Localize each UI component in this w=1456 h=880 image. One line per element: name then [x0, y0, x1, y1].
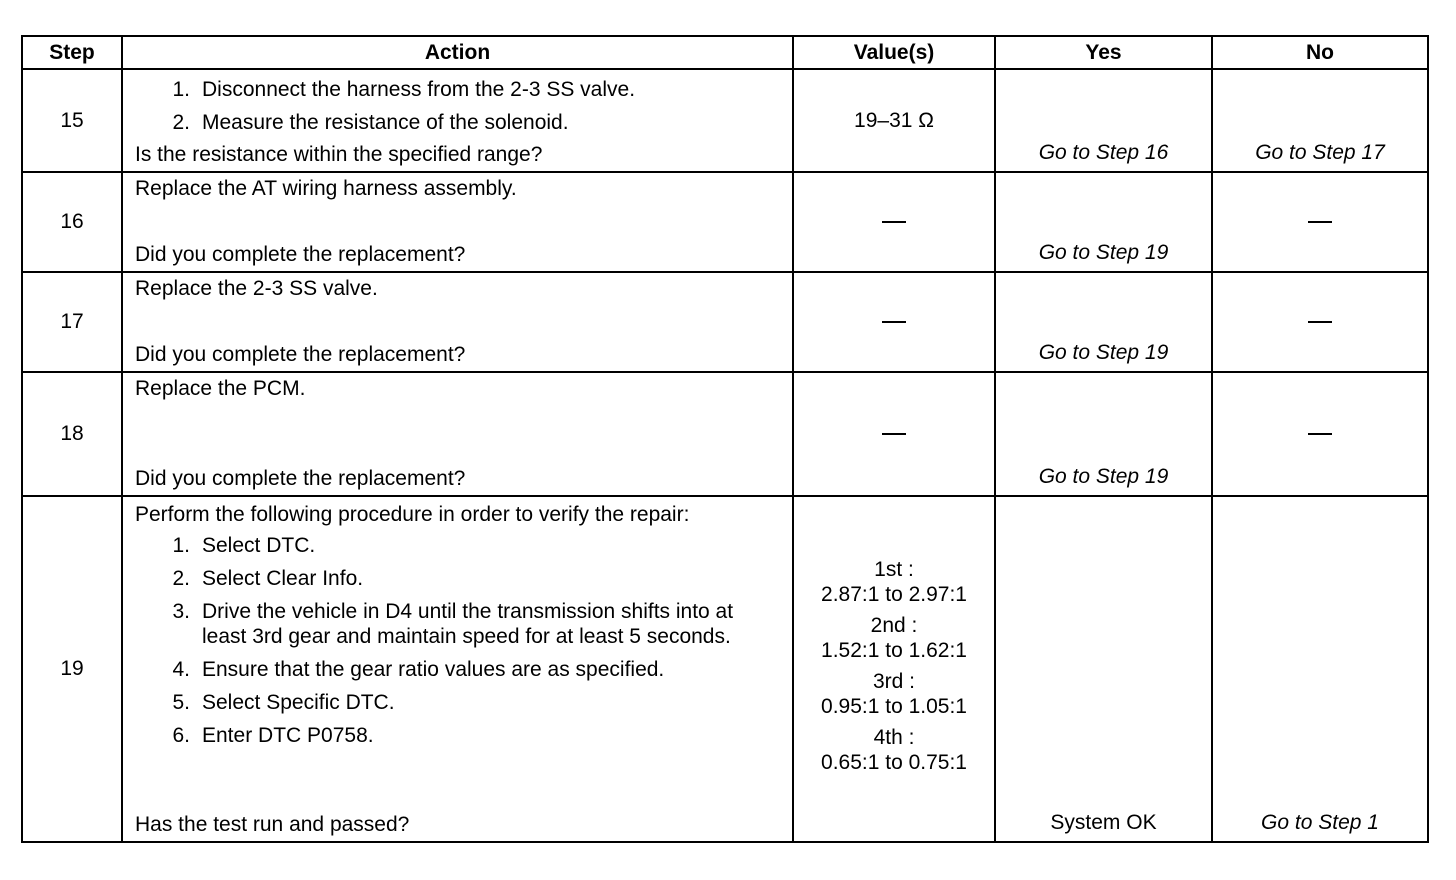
diagnostic-table	[21, 35, 1429, 843]
item-number: 4.	[172, 658, 190, 681]
action-question: Has the test run and passed?	[135, 813, 410, 836]
header-action: Action	[122, 36, 793, 69]
item-text: Measure the resistance of the solenoid.	[202, 111, 569, 134]
list-item	[135, 566, 784, 591]
header-yes: Yes	[995, 36, 1212, 69]
table-row	[22, 496, 1428, 842]
gear-range: 0.95:1 to 1.05:1	[821, 695, 967, 718]
gear-label: 2nd :	[870, 614, 918, 637]
action-intro: Replace the PCM.	[135, 377, 306, 400]
no-dash	[1308, 321, 1332, 323]
list-item	[135, 77, 784, 102]
gear-label: 3rd :	[872, 670, 916, 693]
item-number: 2.	[172, 111, 190, 134]
step-number: 19	[22, 496, 122, 842]
table-row	[22, 69, 1428, 172]
action-cell	[122, 496, 793, 842]
no-dash	[1308, 221, 1332, 223]
value-cell	[793, 272, 995, 372]
no-cell	[1212, 372, 1428, 496]
table-row	[22, 272, 1428, 372]
value-dash	[882, 221, 906, 223]
yes-cell: Go to Step 19	[995, 272, 1212, 372]
action-intro: Replace the 2-3 SS valve.	[135, 277, 378, 300]
action-cell	[122, 372, 793, 496]
value-cell	[793, 172, 995, 272]
list-item	[135, 533, 784, 558]
action-intro: Replace the AT wiring harness assembly.	[135, 177, 517, 200]
value-cell: 19–31 Ω	[793, 69, 995, 172]
item-text: Select Specific DTC.	[202, 691, 395, 714]
yes-cell: Go to Step 19	[995, 372, 1212, 496]
action-cell	[122, 69, 793, 172]
gear-ratio-item	[821, 557, 967, 607]
gear-ratio-item	[821, 669, 967, 719]
gear-range: 1.52:1 to 1.62:1	[821, 639, 967, 662]
value-cell	[793, 496, 995, 842]
no-dash	[1308, 433, 1332, 435]
item-number: 1.	[172, 78, 190, 101]
gear-label: 4th :	[873, 726, 915, 749]
action-cell	[122, 172, 793, 272]
item-text: Ensure that the gear ratio values are as specified.	[202, 658, 665, 681]
item-number: 5.	[172, 691, 190, 714]
value-cell	[793, 372, 995, 496]
item-text: Select Clear Info.	[202, 567, 364, 590]
item-text: Drive the vehicle in D4 until the transmission shifts into at least 3rd gear and maintain speed for at least 5 seconds.	[202, 600, 734, 648]
header-values: Value(s)	[793, 36, 995, 69]
step-number: 16	[22, 172, 122, 272]
header-no: No	[1212, 36, 1428, 69]
item-number: 6.	[172, 724, 190, 747]
item-number: 3.	[172, 600, 190, 623]
action-cell	[122, 272, 793, 372]
value-dash	[882, 433, 906, 435]
list-item	[135, 690, 784, 715]
action-question: Did you complete the replacement?	[135, 343, 466, 366]
table-row	[22, 372, 1428, 496]
item-number: 1.	[172, 534, 190, 557]
gear-range: 2.87:1 to 2.97:1	[821, 583, 967, 606]
no-cell: Go to Step 17	[1212, 69, 1428, 172]
action-question: Did you complete the replacement?	[135, 243, 466, 266]
header-step: Step	[22, 36, 122, 69]
gear-ratio-list	[821, 557, 967, 781]
no-cell	[1212, 272, 1428, 372]
action-question: Is the resistance within the specified range?	[135, 143, 543, 166]
list-item	[135, 599, 784, 649]
item-text: Disconnect the harness from the 2-3 SS valve.	[202, 78, 636, 101]
step-number: 17	[22, 272, 122, 372]
yes-cell: Go to Step 16	[995, 69, 1212, 172]
item-text: Select DTC.	[202, 534, 316, 557]
step-number: 18	[22, 372, 122, 496]
gear-range: 0.65:1 to 0.75:1	[821, 751, 967, 774]
value-dash	[882, 321, 906, 323]
list-item	[135, 110, 784, 135]
no-cell: Go to Step 1	[1212, 496, 1428, 842]
list-item	[135, 657, 784, 682]
no-cell	[1212, 172, 1428, 272]
item-number: 2.	[172, 567, 190, 590]
yes-cell: System OK	[995, 496, 1212, 842]
gear-ratio-item	[821, 613, 967, 663]
action-intro: Perform the following procedure in order to verify the repair:	[135, 503, 690, 526]
step-number: 15	[22, 69, 122, 172]
header-row	[22, 36, 1428, 69]
gear-label: 1st :	[874, 558, 914, 581]
item-text: Enter DTC P0758.	[202, 724, 374, 747]
table-row	[22, 172, 1428, 272]
gear-ratio-item	[821, 725, 967, 775]
action-question: Did you complete the replacement?	[135, 467, 466, 490]
list-item	[135, 723, 784, 748]
yes-cell: Go to Step 19	[995, 172, 1212, 272]
